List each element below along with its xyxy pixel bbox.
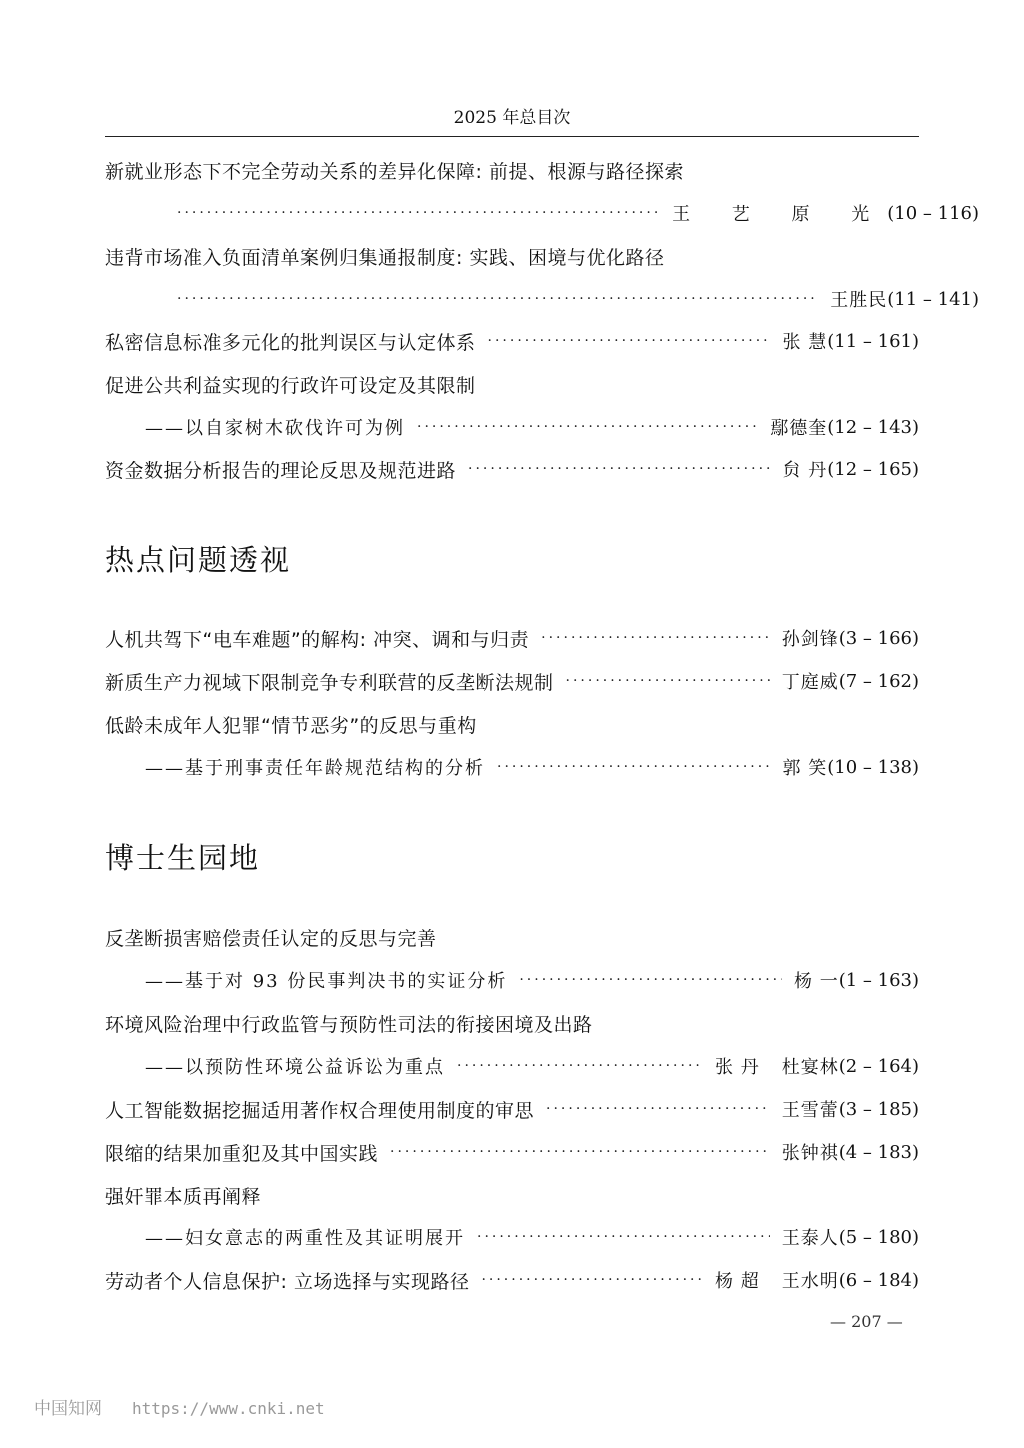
entry-author: 孙剑锋 — [781, 629, 839, 650]
site-name: 中国知网 — [34, 1399, 102, 1419]
leader-dots — [546, 1101, 770, 1117]
entry-author: 王胜民 — [830, 290, 888, 311]
leader-dots — [481, 1272, 703, 1288]
entry-title: 人机共驾下“电车难题”的解构: 冲突、调和与归责 — [105, 628, 530, 651]
entry-page-ref: (11 – 141) — [887, 288, 979, 310]
watermark-footer — [34, 1394, 325, 1419]
entry-title: 环境风险治理中行政监管与预防性司法的衔接困境及出路 — [105, 1013, 593, 1036]
toc-entry[interactable] — [105, 241, 919, 271]
leader-dots — [541, 630, 770, 646]
leader-dots — [390, 1144, 770, 1160]
entry-author: 杨 一 — [793, 971, 839, 992]
entry-page-ref: (6 – 184) — [838, 1269, 919, 1291]
entry-title: 私密信息标准多元化的批判误区与认定体系 — [105, 331, 476, 354]
toc-entry[interactable] — [105, 1094, 919, 1124]
entry-page-ref: (11 – 161) — [827, 330, 919, 352]
toc-entry[interactable] — [105, 666, 919, 696]
toc-entry-continuation — [105, 198, 979, 228]
entry-title: 劳动者个人信息保护: 立场选择与实现路径 — [105, 1270, 470, 1293]
entry-title: 限缩的结果加重犯及其中国实践 — [105, 1142, 379, 1165]
toc-entry-continuation — [105, 284, 979, 314]
entry-page-ref: (5 – 180) — [838, 1226, 919, 1248]
leader-dots — [177, 291, 818, 307]
entry-subtitle: ——以预防性环境公益诉讼为重点 — [145, 1057, 445, 1078]
page-number: — 207 — — [830, 1312, 903, 1331]
toc-entry[interactable] — [105, 155, 919, 185]
toc-entry-continuation — [105, 1051, 919, 1081]
entry-page-ref: (2 – 164) — [838, 1055, 919, 1077]
entry-author: 郭 笑 — [782, 758, 828, 779]
leader-dots — [177, 205, 660, 221]
entry-title: 人工智能数据挖掘适用著作权合理使用制度的审思 — [105, 1099, 535, 1122]
toc-entry-continuation — [105, 965, 919, 995]
leader-dots — [488, 333, 771, 349]
entry-author: 王泰人 — [781, 1228, 839, 1249]
entry-title: 新就业形态下不完全劳动关系的差异化保障: 前提、根源与路径探索 — [105, 160, 684, 183]
entry-author: 张钟祺 — [781, 1143, 839, 1164]
toc-entry[interactable] — [105, 1137, 919, 1167]
entry-author: 王水明 — [781, 1271, 839, 1292]
toc-entry[interactable] — [105, 623, 919, 653]
entry-author: 张 丹 — [714, 1057, 760, 1078]
leader-dots — [417, 419, 758, 435]
entry-subtitle: ——妇女意志的两重性及其证明展开 — [145, 1228, 465, 1249]
toc-entry[interactable] — [105, 709, 919, 739]
leader-dots — [468, 461, 771, 477]
leader-dots — [519, 972, 782, 988]
section-heading-hot-topics: 热点问题透视 — [105, 543, 292, 577]
running-header: 2025 年总目次 — [105, 104, 919, 137]
leader-dots — [477, 1229, 770, 1245]
entry-author: 鄢德奎 — [770, 418, 828, 439]
entry-author: 张 慧 — [782, 332, 828, 353]
entry-subtitle: ——基于刑事责任年龄规范结构的分析 — [145, 758, 485, 779]
toc-entry-continuation — [105, 412, 919, 442]
entry-author: 杜宴林 — [781, 1057, 839, 1078]
leader-dots — [497, 759, 771, 775]
entry-page-ref: (10 – 138) — [827, 756, 919, 778]
entry-author: 王 艺 原 光 — [672, 204, 888, 225]
entry-subtitle: ——以自家树木砍伐许可为例 — [145, 418, 405, 439]
site-url[interactable]: https://www.cnki.net — [132, 1399, 325, 1418]
toc-entry[interactable] — [105, 1008, 919, 1038]
toc-entry[interactable] — [105, 326, 919, 356]
leader-dots — [566, 673, 770, 689]
entry-page-ref: (4 – 183) — [838, 1141, 919, 1163]
entry-page-ref: (3 – 185) — [838, 1098, 919, 1120]
toc-entry[interactable] — [105, 1180, 919, 1210]
entry-subtitle: ——基于对 93 份民事判决书的实证分析 — [145, 971, 508, 992]
entry-author: 贠 丹 — [782, 460, 828, 481]
entry-title: 促进公共利益实现的行政许可设定及其限制 — [105, 374, 476, 397]
entry-page-ref: (1 – 163) — [838, 969, 919, 991]
toc-entry[interactable] — [105, 1265, 919, 1295]
toc-entry[interactable] — [105, 369, 919, 399]
section-heading-phd-forum: 博士生园地 — [105, 841, 261, 875]
leader-dots — [457, 1058, 703, 1074]
toc-entry[interactable] — [105, 922, 919, 952]
entry-author: 丁庭威 — [781, 672, 839, 693]
entry-page-ref: (3 – 166) — [838, 627, 919, 649]
toc-entry-continuation — [105, 1222, 919, 1252]
entry-title: 强奸罪本质再阐释 — [105, 1185, 262, 1208]
entry-title: 资金数据分析报告的理论反思及规范进路 — [105, 459, 457, 482]
entry-title: 反垄断损害赔偿责任认定的反思与完善 — [105, 927, 437, 950]
entry-author: 王雪蕾 — [781, 1100, 839, 1121]
entry-author: 杨 超 — [714, 1271, 760, 1292]
entry-title: 低龄未成年人犯罪“情节恶劣”的反思与重构 — [105, 714, 477, 737]
entry-page-ref: (10 – 116) — [887, 202, 979, 224]
entry-page-ref: (7 – 162) — [838, 670, 919, 692]
entry-page-ref: (12 – 143) — [827, 416, 919, 438]
entry-title: 新质生产力视域下限制竞争专利联营的反垄断法规制 — [105, 671, 554, 694]
entry-page-ref: (12 – 165) — [827, 458, 919, 480]
toc-entry[interactable] — [105, 454, 919, 484]
toc-entry-continuation — [105, 752, 919, 782]
entry-title: 违背市场准入负面清单案例归集通报制度: 实践、困境与优化路径 — [105, 246, 665, 269]
